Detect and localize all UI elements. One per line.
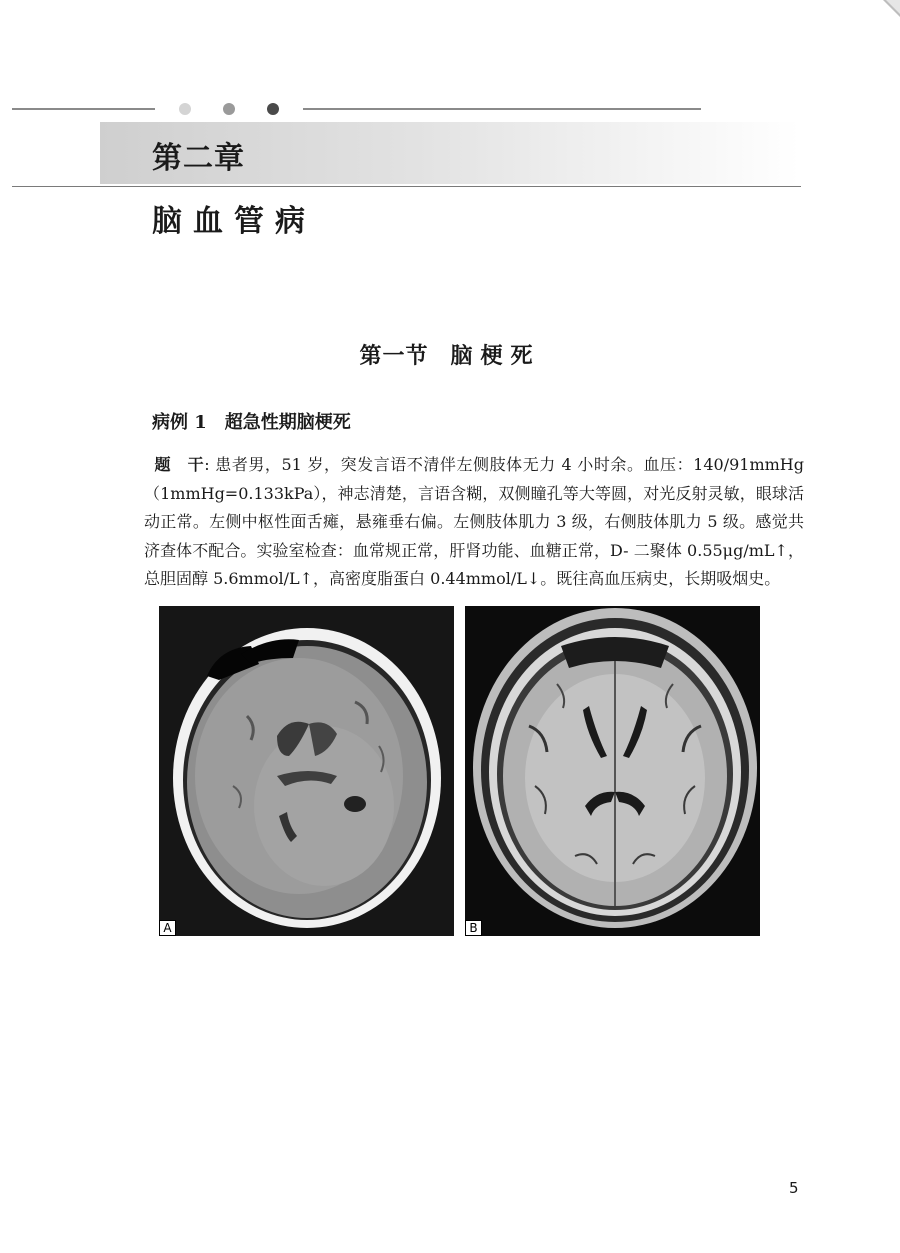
stem-text: : 患者男，51 岁，突发言语不清伴左侧肢体无力 4 小时余。血压：140/91mmHg（1mmHg=0.133kPa），神志清楚，言语含糊，双侧瞳孔等大等圆，对光反射灵敏，眼球活动正常。左侧中枢性面舌瘫，悬雍垂右偏。左侧肢体肌力 3 级，右侧肢体肌力 5 级。感觉共济查体不配合。实验室检查：血常规正常，肝肾功能、血糖正常，D- 二聚体 0.55μg/mL↑，总胆固醇 5.6mmol/L↑，高密度脂蛋白 0.44mmol/L↓。既往高血压病史，长期吸烟史。 bbox=[144, 455, 804, 588]
header-dot-light bbox=[179, 103, 191, 115]
section-number: 第一节 bbox=[359, 344, 429, 369]
figure-b-mri-image bbox=[465, 606, 760, 936]
figure-a-ct-image bbox=[159, 606, 454, 936]
case-description bbox=[144, 451, 804, 594]
chapter-rule bbox=[12, 186, 801, 187]
case-name: 超急性期脑梗死 bbox=[224, 412, 351, 433]
header-rule-left bbox=[12, 108, 155, 110]
section-title bbox=[0, 339, 900, 370]
header-dot-dark bbox=[267, 103, 279, 115]
case-number: 病例 1 bbox=[152, 412, 207, 433]
figure-b-label: B bbox=[465, 920, 482, 936]
corner-mark bbox=[883, 0, 900, 17]
chapter-number: 第二章 bbox=[152, 141, 245, 176]
figure-a-label: A bbox=[159, 920, 176, 936]
page-number: 5 bbox=[789, 1179, 799, 1197]
header-rule-right bbox=[303, 108, 701, 110]
stem-label: 题 干 bbox=[154, 455, 205, 474]
chapter-title: 脑血管病 bbox=[152, 204, 316, 239]
header-dot-mid bbox=[223, 103, 235, 115]
case-title bbox=[152, 408, 351, 434]
section-name: 脑梗死 bbox=[450, 344, 541, 369]
